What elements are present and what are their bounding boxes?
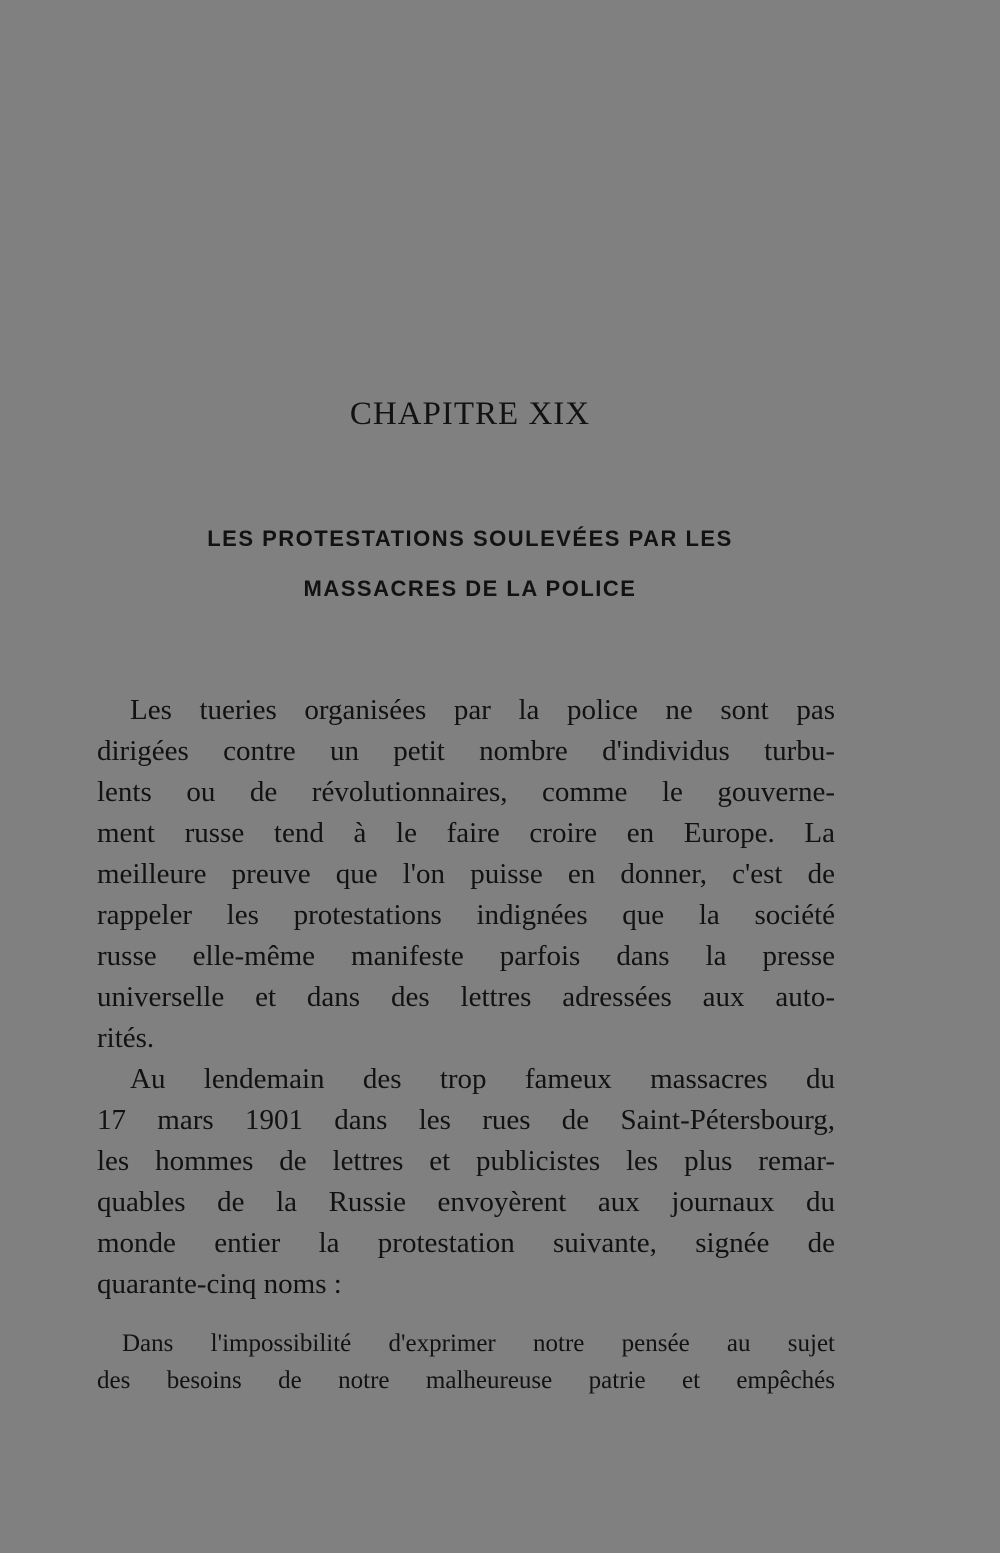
quote-line: Dans l'impossibilité d'exprimer notre pensée au sujet (122, 1330, 835, 1357)
chapter-subtitle-line-1: LES PROTESTATIONS SOULEVÉES PAR LES (207, 526, 733, 551)
paragraph-1-line: dirigées contre un petit nombre d'individus turbu- (97, 735, 835, 767)
paragraph-1-line: russe elle-même manifeste parfois dans la presse (97, 940, 835, 972)
chapter-heading: CHAPITRE XIX (349, 396, 591, 432)
paragraph-1-line: ment russe tend à le faire croire en Europe. La (97, 817, 835, 849)
quote-line: des besoins de notre malheureuse patrie et empêchés (97, 1367, 835, 1394)
paragraph-2-line: les hommes de lettres et publicistes les plus remar- (97, 1145, 835, 1177)
paragraph-1-line: rappeler les protestations indignées que la société (97, 899, 835, 931)
paragraph-1-line: rités. (97, 1022, 155, 1054)
paragraph-2-line: quables de la Russie envoyèrent aux journaux du (97, 1186, 835, 1218)
paragraph-1-line: meilleure preuve que l'on puisse en donner, c'est de (97, 858, 835, 890)
paragraph-2-line: 17 mars 1901 dans les rues de Saint-Pétersbourg, (97, 1104, 835, 1136)
paragraph-2-line: Au lendemain des trop fameux massacres du (130, 1063, 835, 1095)
paragraph-1-line: lents ou de révolutionnaires, comme le gouverne- (97, 776, 835, 808)
paragraph-1-line: Les tueries organisées par la police ne sont pas (130, 694, 835, 726)
chapter-subtitle-line-2: MASSACRES DE LA POLICE (303, 576, 637, 601)
paragraph-1-line: universelle et dans des lettres adressées aux auto- (97, 981, 835, 1013)
paragraph-2-line: quarante-cinq noms : (97, 1268, 342, 1300)
paragraph-2-line: monde entier la protestation suivante, signée de (97, 1227, 835, 1259)
